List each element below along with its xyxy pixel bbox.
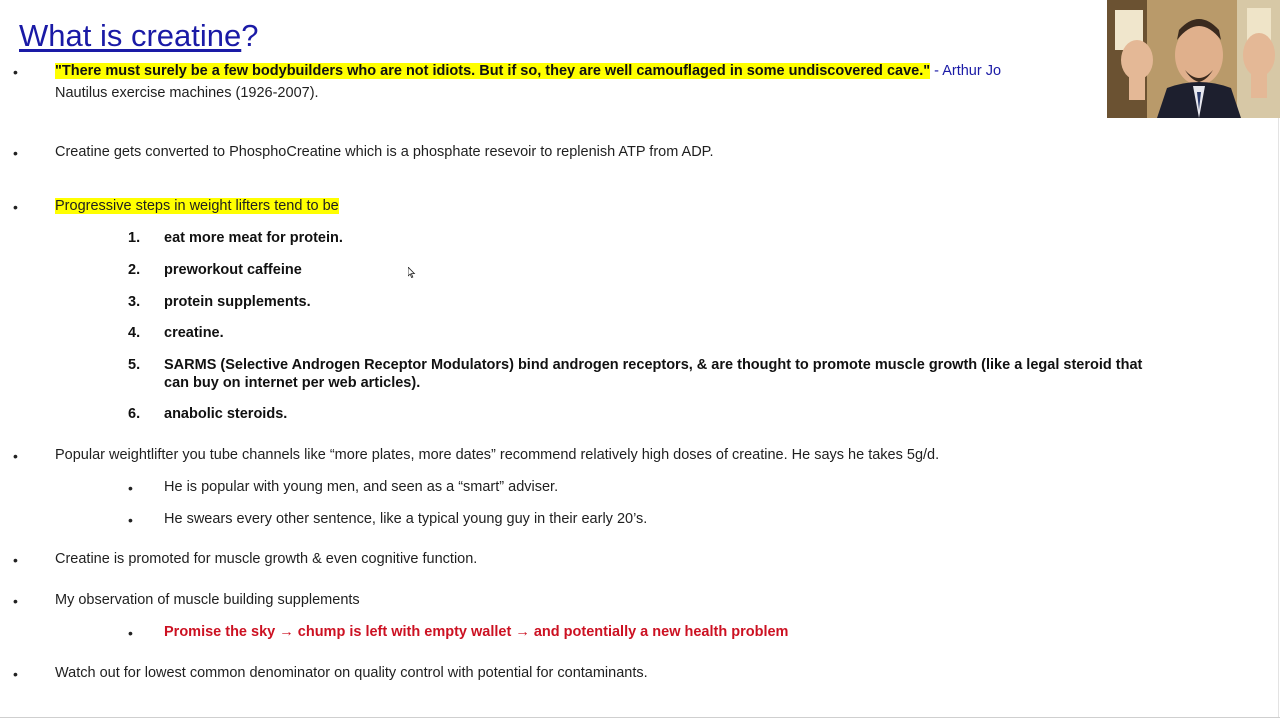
step-number: 1.	[128, 230, 141, 246]
youtube-channels-text: Popular weightlifter you tube channels like “more plates, more dates” recommend relatively high doses of creatine. He says he takes 5g/d.	[55, 447, 940, 463]
bullet-marker: •	[13, 199, 18, 215]
bullet-marker: •	[13, 666, 18, 682]
observation-sub-text: Promise the sky → chump is left with empty wallet → and potentially a new health problem	[164, 624, 789, 640]
webcam-video	[1107, 0, 1280, 118]
step-text-continued: can buy on internet per web articles).	[164, 375, 421, 391]
slide-title-question: ?	[241, 18, 259, 53]
bullet-marker: •	[13, 448, 18, 464]
phosphocreatine-text: Creatine gets converted to PhosphoCreatine which is a phosphate resevoir to replenish ATP from ADP.	[55, 144, 714, 160]
observation-text: My observation of muscle building supplements	[55, 592, 360, 608]
bullet-marker: •	[13, 64, 18, 80]
progressive-steps-text: Progressive steps in weight lifters tend to be	[55, 198, 339, 214]
bullet-marker: •	[13, 552, 18, 568]
promoted-text: Creatine is promoted for muscle growth & even cognitive function.	[55, 551, 478, 567]
step-text: anabolic steroids.	[164, 406, 288, 422]
slide-bottom-edge	[0, 717, 1280, 718]
step-text: protein supplements.	[164, 294, 311, 310]
step-number: 4.	[128, 325, 141, 341]
step-number: 3.	[128, 294, 141, 310]
slide-title-text: What is creatine	[19, 18, 242, 53]
sub-bullet-marker: •	[128, 625, 133, 641]
step-text: creatine.	[164, 325, 224, 341]
step-text: SARMS (Selective Androgen Receptor Modulators) bind androgen receptors, & are thought to promote muscle growth (like a legal steroid that	[164, 357, 1143, 373]
step-number: 2.	[128, 262, 141, 278]
sub-bullet-marker: •	[128, 480, 133, 496]
step-text: eat more meat for protein.	[164, 230, 343, 246]
slide-right-edge	[1278, 118, 1279, 718]
step-number: 5.	[128, 357, 141, 373]
webcam-video-frame	[1107, 0, 1280, 118]
youtube-sub-text: He is popular with young men, and seen as a “smart” adviser.	[164, 479, 559, 495]
quote-line-2: Nautilus exercise machines (1926-2007).	[55, 85, 319, 101]
slide-title	[19, 17, 259, 55]
sub-bullet-marker: •	[128, 512, 133, 528]
youtube-sub-text: He swears every other sentence, like a typical young guy in their early 20’s.	[164, 511, 648, 527]
quote-text: "There must surely be a few bodybuilders who are not idiots. But if so, they are well camouflaged in some undiscovered cave."	[55, 63, 931, 79]
mouse-pointer-icon	[408, 267, 416, 278]
quote-line	[55, 60, 1001, 82]
step-text: preworkout caffeine	[164, 262, 302, 278]
bullet-marker: •	[13, 593, 18, 609]
bullet-marker: •	[13, 145, 18, 161]
quote-attribution: - Arthur Jo	[930, 63, 1002, 79]
progressive-steps-line	[55, 195, 339, 217]
step-number: 6.	[128, 406, 141, 422]
watch-out-text: Watch out for lowest common denominator on quality control with potential for contaminants.	[55, 665, 648, 681]
